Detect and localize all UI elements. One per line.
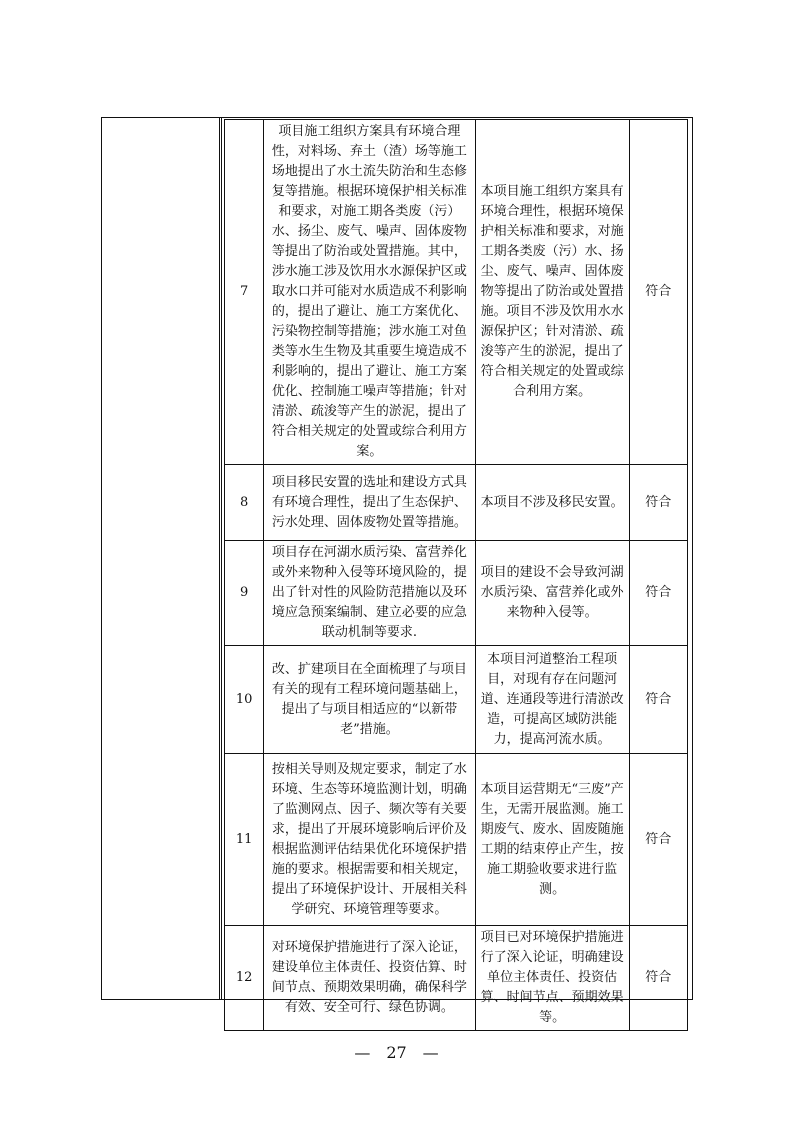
- project-status-cell: 项目的建设不会导致河湖水质污染、富营养化或外来物种入侵等。: [475, 541, 629, 646]
- table-row: [225, 120, 688, 465]
- row-number: 11: [225, 754, 264, 926]
- result-cell: 符合: [629, 465, 687, 541]
- result-cell: 符合: [629, 541, 687, 646]
- result-cell: 符合: [629, 754, 687, 926]
- row-number: 9: [225, 541, 264, 646]
- requirement-cell: 项目移民安置的选址和建设方式具有环境合理性，提出了生态保护、污水处理、固体废物处置等措施。: [264, 465, 475, 541]
- category-column-divider: [219, 117, 222, 1000]
- project-status-cell: 本项目运营期无“三废”产生，无需开展监测。施工期废气、废水、固废随施工期的结束停止产生，按施工期验收要求进行监测。: [475, 754, 629, 926]
- result-cell: 符合: [629, 646, 687, 754]
- table-row: [225, 754, 688, 926]
- table-row: [225, 465, 688, 541]
- project-status-cell: 本项目不涉及移民安置。: [475, 465, 629, 541]
- result-cell: 符合: [629, 926, 687, 1031]
- page-number: — 27 —: [354, 1043, 439, 1062]
- compliance-table: [224, 119, 688, 1031]
- requirement-cell: 项目存在河湖水质污染、富营养化或外来物种入侵等环境风险的，提出了针对性的风险防范措施以及环境应急预案编制、建立必要的应急联动机制等要求.: [264, 541, 475, 646]
- row-number: 8: [225, 465, 264, 541]
- result-cell: 符合: [629, 120, 687, 465]
- project-status-cell: 本项目施工组织方案具有环境合理性，根据环境保护相关标准和要求，对施工期各类废（污）水、扬尘、废气、噪声、固体废物等提出了防治或处置措施。项目不涉及饮用水水源保护区；针对清淤、疏浚等产生的淤泥，提出了符合相关规定的处置或综合利用方案。: [475, 120, 629, 465]
- table-row: [225, 926, 688, 1031]
- project-status-cell: 本项目河道整治工程项目，对现有存在问题河道、连通段等进行清淤改造，可提高区域防洪能力，提高河流水质。: [475, 646, 629, 754]
- requirement-cell: 改、扩建项目在全面梳理了与项目有关的现有工程环境问题基础上，提出了与项目相适应的“以新带老”措施。: [264, 646, 475, 754]
- table-row: [225, 541, 688, 646]
- requirement-cell: 对环境保护措施进行了深入论证，建设单位主体责任、投资估算、时间节点、预期效果明确，确保科学有效、安全可行、绿色协调。: [264, 926, 475, 1031]
- project-status-cell: 项目已对环境保护措施进行了深入论证，明确建设单位主体责任、投资估算、时间节点、预期效果等。: [475, 926, 629, 1031]
- row-number: 7: [225, 120, 264, 465]
- row-number: 12: [225, 926, 264, 1031]
- requirement-cell: 按相关导则及规定要求，制定了水环境、生态等环境监测计划，明确了监测网点、因子、频次等有关要求，提出了开展环境影响后评价及根据监测评估结果优化环境保护措施的要求。根据需要和相关规定，提出了环境保护设计、开展相关科学研究、环境管理等要求。: [264, 754, 475, 926]
- table-row: [225, 646, 688, 754]
- row-number: 10: [225, 646, 264, 754]
- requirement-cell: 项目施工组织方案具有环境合理性，对料场、弃土（渣）场等施工场地提出了水土流失防治和生态修复等措施。根据环境保护相关标准和要求，对施工期各类废（污）水、扬尘、废气、噪声、固体废物等提出了防治或处置措施。其中，涉水施工涉及饮用水水源保护区或取水口并可能对水质造成不利影响的，提出了避让、施工方案优化、污染物控制等措施；涉水施工对鱼类等水生生物及其重要生境造成不利影响的，提出了避让、施工方案优化、控制施工噪声等措施；针对清淤、疏浚等产生的淤泥，提出了符合相关规定的处置或综合利用方案。: [264, 120, 475, 465]
